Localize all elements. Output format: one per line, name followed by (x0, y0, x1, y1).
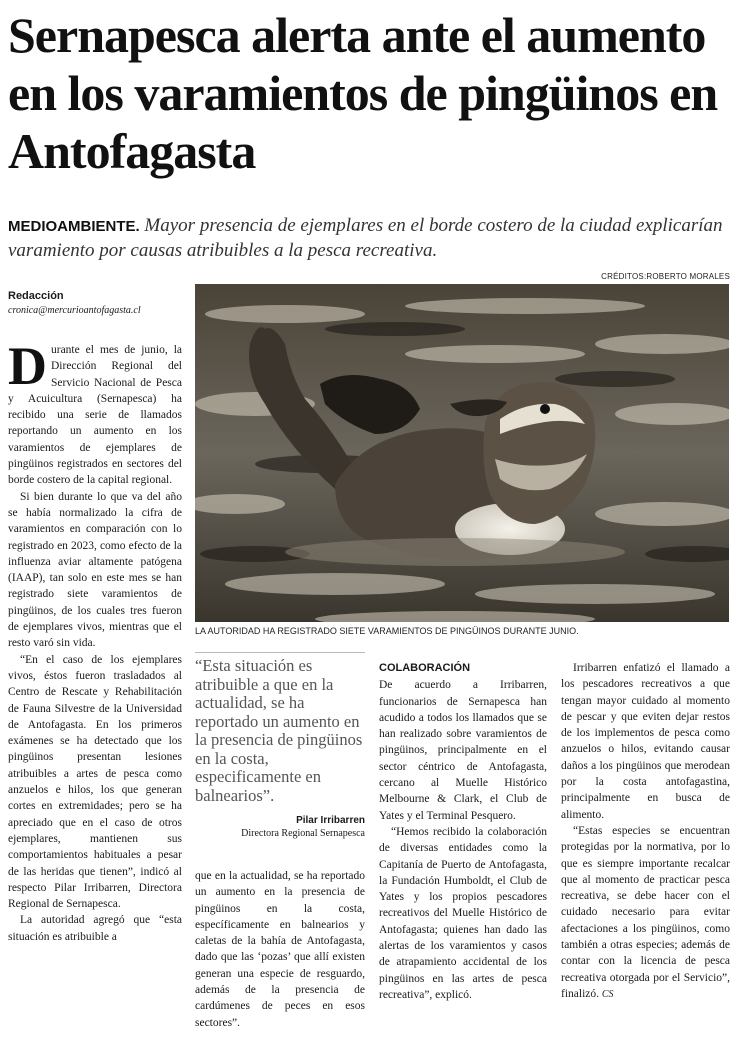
photo-caption: LA AUTORIDAD HA REGISTRADO SIETE VARAMIENTOS DE PINGÜINOS DURANTE JUNIO. (195, 626, 579, 636)
byline (8, 290, 190, 316)
column-3 (379, 660, 547, 1003)
deck (8, 214, 730, 263)
column-1 (8, 336, 182, 945)
paragraph: “Hemos recibido la colaboración de diversas entidades como la Capitanía de Puerto de Antofagasta, la Fundación Humboldt, el Club de Yates y los propios pescadores recreativos del Muelle Histórico de Antofagasta; quienes han dado las alertas de los varamientos y casos de atrapamiento accidental de los pingüinos en las artes de pesca recreativa”, explicó. (379, 825, 547, 1001)
pull-quote-text: “Esta situación es atribuible a que en la actualidad, se ha reportado un aumento en la presencia de pingüinos en la costa, especificamente en balnearios”. (195, 656, 363, 805)
lead-paragraph (8, 336, 182, 489)
paragraph: Irribarren enfatizó el llamado a los pescadores recreativos a que tengan mayor cuidado al momento de pescar y que eviten dejar restos de los implementos de pesca como anzuelos o hilos, evitando causar daños a los pingüinos que merodean por la costa antofagastina, principalmente en busca de alimento. (561, 662, 730, 821)
column-4 (561, 660, 730, 1003)
pull-quote (195, 652, 365, 839)
pull-quote-role: Directora Regional Sernapesca (241, 828, 365, 839)
paragraph: La autoridad agregó que “esta situación es atribuible a (8, 914, 182, 943)
end-mark: CS (601, 988, 614, 1000)
paragraph: “En el caso de los ejemplares vivos, éstos fueron trasladados al Centro de Rescate y Rehabilitación de Fauna Silvestre de la Universidad de Antofagasta. En los primeros exámenes se ha detectado que los pingüinos presentan lesiones atribuibles a artes de pesca como anzuelos e hilos, los que generan cortes en extremidades; pero se ha apreciado que en el caso de otros ejemplares, mantienen sus comportamientos habituales a pesar de las heridas que tienen”, indicó al respecto Pilar Irribarren, Directora Regional de Sernapesca. (8, 653, 182, 911)
dropcap: D (8, 336, 47, 396)
pull-quote-name: Pilar Irribarren (296, 815, 365, 826)
paragraph: De acuerdo a Irribarren, funcionarios de Sernapesca han acudido a todos los llamados que se han realizado sobre varamientos de pingüinos, principalmente en el sector céntrico de Antofagasta, cercano al Muelle Histórico Melbourne & Clark, el Club de Yates y el Terminal Pesquero. (379, 679, 547, 822)
penguin-illustration (195, 284, 729, 622)
section-label: MEDIOAMBIENTE. (8, 218, 140, 235)
lead-text: urante el mes de junio, la Dirección Regional del Servicio Nacional de Pesca y Acuicultura (Sernapesca) ha recibido una serie de llamados reportando un aumento en los varamientos de ejemplares de pingüinos registrados en sectores del borde costero de la capital regional. (8, 344, 182, 487)
column-2 (195, 868, 365, 1031)
headline: Sernapesca alerta ante el aumento en los varamientos de pingüinos en Antofagasta (8, 7, 718, 179)
deck-text: Mayor presencia de ejemplares en el borde costero de la ciudad explicarían varamiento por causas atribuibles a la pesca recreativa. (8, 215, 723, 261)
penguin-photo (195, 284, 729, 622)
paragraph: que en la actualidad, se ha reportado un aumento en la presencia de pingüinos en la costa, específicamente en balnearios y caletas de la bahía de Antofagasta, dado que las ‘pozas’ que allí existen generan una especie de resguardo, además de la presencia de cardúmenes de peces en esos sectores”. (195, 870, 365, 1029)
paragraph: Si bien durante lo que va del año se había normalizado la cifra de varamientos en comparación con lo registrado en 2023, como efecto de la influenza aviar altamente patógena (IAAP), tan solo en este mes se han registrado siete varamientos de pingüinos, de los cuales tres fueron de ejemplares vivos, mientras que el resto varó sin vida. (8, 490, 182, 650)
subhead-colaboracion: COLABORACIÓN (379, 662, 471, 674)
closing-text: “Estas especies se encuentran protegidas por la normativa, por lo que es siempre importante recalcar que al momento de practicar pesca recreativa, se debe hacer con el cuidado necesario para evitar afectaciones a los pingüinos, como también a otras especies; además de contar con la licencia de pesca recreativa otorgada por el Servicio”, finalizó. (561, 824, 730, 1000)
byline-email[interactable]: cronica@mercurioantofagasta.cl (8, 305, 141, 316)
byline-name: Redacción (8, 290, 64, 302)
photo-credit: CRÉDITOS:ROBERTO MORALES (601, 272, 730, 281)
paragraph (561, 823, 730, 1003)
